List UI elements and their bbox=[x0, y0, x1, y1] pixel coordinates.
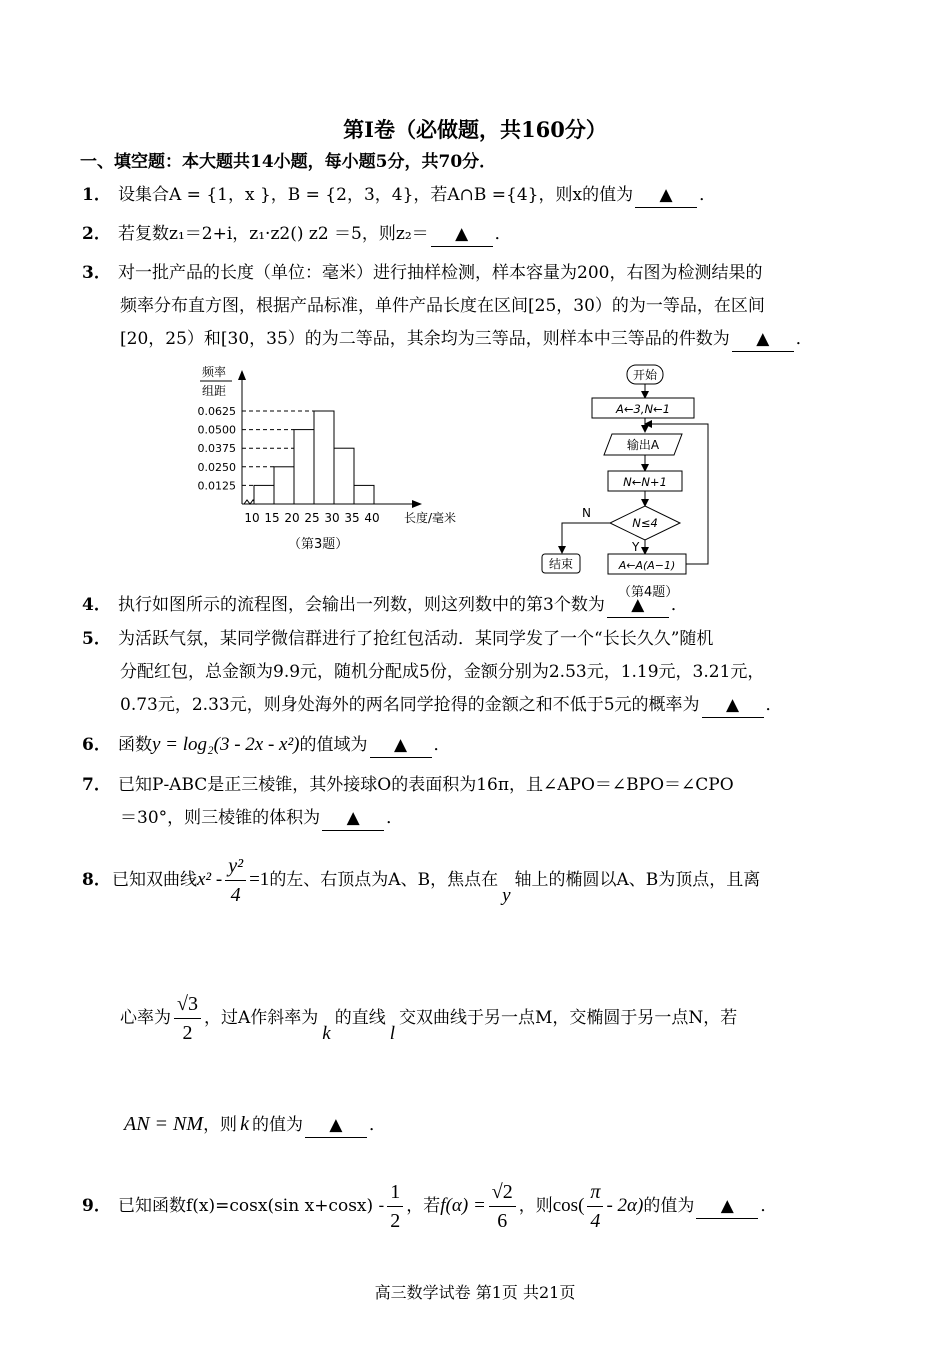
fraction-numerator: 1 bbox=[387, 1178, 403, 1207]
question-8 bbox=[82, 852, 760, 909]
y-tick-label: 0.0500 bbox=[197, 423, 236, 437]
punct: ． bbox=[386, 808, 404, 828]
log-formula: y = log₂(3 - 2x - x²) bbox=[152, 734, 300, 755]
question-number: 6． bbox=[82, 735, 111, 755]
histogram-bar bbox=[274, 467, 294, 504]
question-8-line3 bbox=[124, 1112, 386, 1138]
xlabel: 长度/毫米 bbox=[404, 511, 457, 525]
histogram-bar bbox=[334, 448, 354, 504]
question-number: 9． bbox=[82, 1196, 111, 1216]
question-number: 4． bbox=[82, 595, 111, 615]
histogram-bar bbox=[354, 485, 374, 504]
y-tick-label: 0.0250 bbox=[197, 460, 236, 474]
no-label: N bbox=[582, 506, 591, 520]
question-text-line3: 0.73元，2.33元，则身处海外的两名同学抢得的金额之和不低于5元的概率为 bbox=[120, 695, 700, 715]
question-7-line2 bbox=[120, 806, 403, 831]
y-axis-arrow bbox=[238, 370, 246, 380]
question-text-line3: [20，25）和[30，35）的为二等品，其余均为三等品，则样本中三等品的件数为 bbox=[120, 329, 730, 349]
update-label: A←A(A−1) bbox=[618, 559, 676, 572]
y-tick-label: 0.0625 bbox=[197, 405, 236, 418]
pi-over-4-fraction bbox=[587, 1178, 603, 1235]
punct: ． bbox=[494, 224, 512, 244]
answer-blank: ▲ bbox=[732, 327, 794, 352]
question-text: 交双曲线于另一点M，交椭圆于另一点N，若 bbox=[398, 1008, 738, 1028]
question-5 bbox=[82, 627, 713, 651]
x-squared: x² - bbox=[197, 869, 223, 890]
fraction-denominator: 2 bbox=[390, 1210, 401, 1232]
flowchart-caption: （第4题） bbox=[618, 585, 679, 600]
question-text-line2: ＝30°，则三棱锥的体积为 bbox=[120, 808, 321, 828]
question-text: ，则 bbox=[203, 1115, 238, 1135]
start-label: 开始 bbox=[632, 368, 658, 382]
question-number: 8． bbox=[82, 870, 111, 890]
question-text: 设集合A = {1，x }，B = {2，3，4}，若A∩B ={4}，则x的值为 bbox=[118, 185, 634, 205]
y-tick-label: 0.0375 bbox=[197, 442, 236, 456]
equals-one: =1 bbox=[249, 869, 270, 890]
output-label: 输出A bbox=[626, 438, 660, 452]
punct: ． bbox=[368, 1115, 386, 1135]
question-number: 7． bbox=[82, 775, 111, 795]
fraction-denominator: 4 bbox=[590, 1210, 601, 1232]
fraction-denominator: 6 bbox=[497, 1210, 508, 1232]
cos-close: - 2α) bbox=[606, 1195, 644, 1216]
section-heading: 一、填空题：本大题共14小题，每小题5分，共70分． bbox=[80, 152, 497, 172]
question-7 bbox=[82, 773, 734, 797]
question-number: 1． bbox=[82, 185, 111, 205]
question-text: 若复数z₁＝2+i，z₁·z2() z2 ＝5，则z₂＝ bbox=[118, 224, 429, 244]
fraction-denominator: 2 bbox=[182, 1022, 193, 1044]
question-text: 的左、右顶点为A、B，焦点在 bbox=[269, 870, 499, 890]
x-tick-label: 40 bbox=[364, 511, 380, 525]
question-text: 函数 bbox=[118, 735, 152, 755]
question-9 bbox=[82, 1178, 777, 1235]
k-variable: k bbox=[322, 1023, 331, 1044]
f-alpha: f(α) = bbox=[440, 1195, 486, 1216]
vector-equation: AN = NM bbox=[124, 1113, 204, 1135]
init-label: A←3,N←1 bbox=[615, 402, 671, 416]
histogram-figure bbox=[190, 360, 490, 560]
eccentricity-fraction bbox=[174, 990, 201, 1047]
punct: ． bbox=[765, 695, 783, 715]
question-text: 心率为 bbox=[120, 1008, 171, 1028]
flowchart-figure bbox=[530, 360, 730, 600]
question-text: ，若 bbox=[406, 1196, 441, 1216]
x-axis-arrow bbox=[412, 500, 422, 508]
ylabel-top: 频率 bbox=[202, 365, 227, 379]
question-text: 已知双曲线 bbox=[112, 870, 197, 890]
answer-blank: ▲ bbox=[607, 593, 669, 618]
l-variable: l bbox=[389, 1023, 395, 1044]
end-label: 结束 bbox=[548, 557, 574, 571]
x-tick-label: 30 bbox=[324, 511, 340, 525]
answer-blank: ▲ bbox=[322, 806, 384, 831]
question-text: 的值域为 bbox=[299, 735, 368, 755]
question-text-line1: 对一批产品的长度（单位：毫米）进行抽样检测，样本容量为200，右图为检测结果的 bbox=[118, 263, 763, 283]
fraction-denominator: 4 bbox=[230, 884, 241, 906]
question-5-line3 bbox=[120, 693, 783, 718]
question-text: 轴上的椭圆以A、B为顶点，且离 bbox=[514, 870, 761, 890]
question-text: 的值为 bbox=[643, 1196, 695, 1216]
fraction-numerator: π bbox=[587, 1178, 603, 1207]
exam-title: 第Ⅰ卷（必做题，共160分） bbox=[343, 117, 607, 142]
x-tick-label: 35 bbox=[344, 511, 360, 525]
punct: ． bbox=[699, 185, 717, 205]
punct: ． bbox=[670, 595, 688, 615]
k-variable: k bbox=[240, 1113, 249, 1135]
x-tick-label: 15 bbox=[264, 511, 280, 525]
question-3-line2: 频率分布直方图，根据产品标准，单件产品长度在区间[25，30）的为一等品，在区间 bbox=[120, 296, 765, 316]
question-3 bbox=[82, 261, 762, 285]
cos-open: cos( bbox=[552, 1195, 585, 1216]
y-tick-label: 0.0125 bbox=[197, 479, 236, 493]
fraction-y2-over-4 bbox=[225, 852, 246, 909]
question-text: 的值为 bbox=[251, 1115, 303, 1135]
question-1 bbox=[82, 183, 716, 208]
question-6 bbox=[82, 733, 451, 758]
question-5-line2: 分配红包，总金额为9.9元，随机分配成5份，金额分别为2.53元，1.19元，3.21元， bbox=[120, 662, 765, 682]
question-text: 已知函数f(x)=cosx(sin x+cosx) - bbox=[118, 1196, 385, 1216]
fraction-numerator: √2 bbox=[489, 1178, 516, 1207]
fraction-numerator: √3 bbox=[174, 990, 201, 1019]
question-text-line1: 已知P‑ABC是正三棱锥，其外接球O的表面积为16π，且∠APO＝∠BPO＝∠CPO bbox=[118, 775, 734, 795]
question-number: 5． bbox=[82, 629, 111, 649]
question-2 bbox=[82, 222, 512, 247]
x-tick-label: 10 bbox=[244, 511, 260, 525]
ylabel-bottom: 组距 bbox=[202, 384, 227, 398]
answer-blank: ▲ bbox=[431, 222, 493, 247]
y-variable: y bbox=[502, 885, 511, 906]
question-text-line1: 为活跃气氛，某同学微信群进行了抢红包活动．某同学发了一个“长长久久”随机 bbox=[118, 629, 714, 649]
no-branch-arrow bbox=[562, 523, 610, 553]
histogram-caption: （第3题） bbox=[288, 537, 349, 552]
question-8-line2 bbox=[120, 990, 737, 1047]
root2-over-6-fraction bbox=[489, 1178, 516, 1235]
question-4 bbox=[82, 593, 688, 618]
x-tick-label: 20 bbox=[284, 511, 300, 525]
half-fraction bbox=[387, 1178, 403, 1235]
question-text: 的直线 bbox=[334, 1008, 386, 1028]
histogram-bar bbox=[254, 485, 274, 504]
answer-blank: ▲ bbox=[635, 183, 697, 208]
question-number: 3． bbox=[82, 263, 111, 283]
fraction-numerator: y² bbox=[225, 852, 246, 881]
punct: ． bbox=[433, 735, 451, 755]
answer-blank: ▲ bbox=[702, 693, 764, 718]
answer-blank: ▲ bbox=[370, 733, 432, 758]
punct: ． bbox=[795, 329, 813, 349]
answer-blank: ▲ bbox=[305, 1113, 367, 1138]
question-text: 执行如图所示的流程图，会输出一列数，则这列数中的第3个数为 bbox=[118, 595, 605, 615]
punct: ． bbox=[760, 1196, 778, 1216]
histogram-bar bbox=[314, 411, 334, 504]
page-footer: 高三数学试卷 第1页 共21页 bbox=[374, 1283, 576, 1302]
decision-label: N≤4 bbox=[632, 516, 658, 530]
yes-label: Y bbox=[632, 540, 640, 554]
histogram-bar bbox=[294, 430, 314, 504]
question-text: ，则 bbox=[518, 1196, 553, 1216]
question-3-line3 bbox=[120, 327, 813, 352]
x-tick-label: 25 bbox=[304, 511, 320, 525]
question-number: 2． bbox=[82, 224, 111, 244]
question-text: ，过A作斜率为 bbox=[203, 1008, 319, 1028]
increment-label: N←N+1 bbox=[623, 475, 667, 489]
answer-blank: ▲ bbox=[696, 1194, 758, 1219]
